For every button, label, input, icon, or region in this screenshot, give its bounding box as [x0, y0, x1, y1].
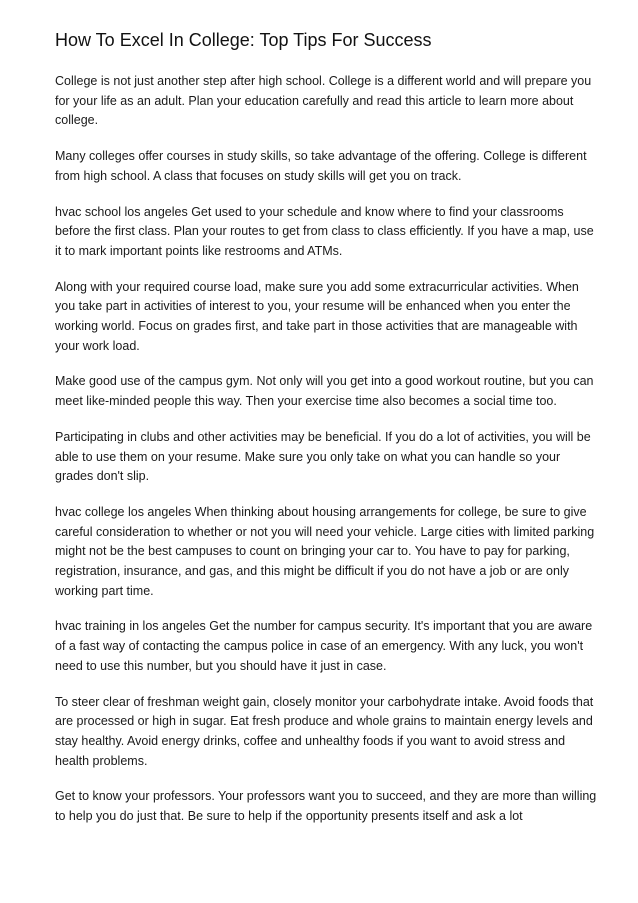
paragraph: Participating in clubs and other activities may be beneficial. If you do a lot of activities, you will be able to use them on your resume. Make sure you only take on what you can handle so your grades don't slip. [55, 429, 591, 484]
paragraph: hvac school los angeles Get used to your schedule and know where to find your classrooms before the first class. Plan your routes to get from class to class efficiently. If you have a map, use it to mark important points like restrooms and ATMs. [55, 204, 594, 258]
paragraph: Many colleges offer courses in study skills, so take advantage of the offering. College is different from high school. A class that focuses on study skills will get you on track. [55, 149, 587, 183]
paragraph: Make good use of the campus gym. Not only will you get into a good workout routine, but you can meet like-minded people this way. Then your exercise time also becomes a social time too. [55, 374, 594, 409]
paragraph: hvac training in los angeles Get the number for campus security. It's important that you are aware of a fast way of contacting the campus police in case of an emergency. With any luck, you won't need to use this number, but you should have it just in case. [55, 619, 593, 673]
document-title: How To Excel In College: Top Tips For Success [55, 30, 432, 50]
paragraph: hvac college los angeles When thinking about housing arrangements for college, be sure to give careful consideration to whether or not you will need your vehicle. Large cities with limited parking might not be the best campuses to count on bringing your car to. You have to pay for parking, registration, insurance, and gas, and this might be difficult if you do not have a job or are only working part time. [55, 504, 595, 598]
paragraph: To steer clear of freshman weight gain, closely monitor your carbohydrate intake. Avoid foods that are processed or high in sugar. Eat fresh produce and whole grains to maintain energy levels and stay healthy. Avoid energy drinks, coffee and unhealthy foods if you want to avoid stress and health problems. [55, 694, 594, 768]
paragraph: Along with your required course load, make sure you add some extracurricular activities. When you take part in activities of interest to you, your resume will be enhanced when you enter the working world. Focus on grades first, and take part in those activities that are manageable with your work load. [55, 279, 579, 353]
paragraph: College is not just another step after high school. College is a different world and will prepare you for your life as an adult. Plan your education carefully and read this article to learn more about college. [55, 74, 592, 128]
document-page [55, 28, 600, 843]
paragraph: Get to know your professors. Your professors want you to succeed, and they are more than willing to help you do just that. Be sure to help if the opportunity presents itself and ask a lot [55, 789, 597, 824]
